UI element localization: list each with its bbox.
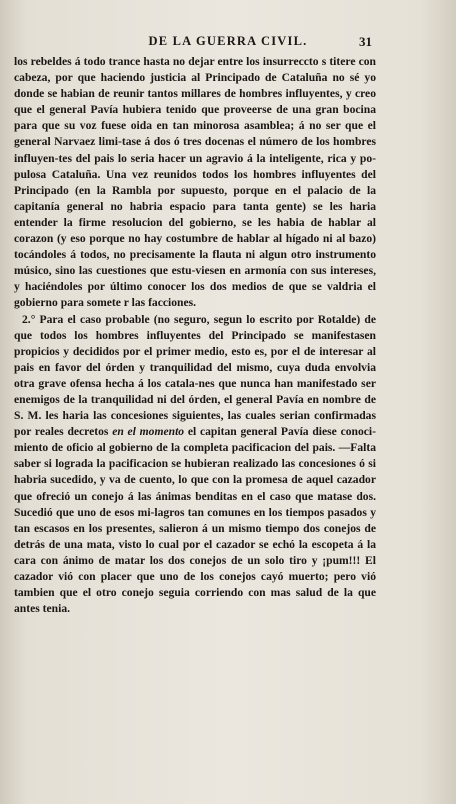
body-text <box>14 54 376 617</box>
paragraph-1: los rebeldes á todo trance hasta no dejar entre los insurreccto s titere con cabeza, por que haciendo justicia al Principado de Cataluña no sé yo donde se habian de reunir tantos millares de hombres influyentes, y creo que el general Pavía hubiera tenido que proveerse de una gran bocina para que su voz fuese oida en tan minorosa asamblea; á no ser que el general Narvaez limi-tase á dos ó tres docenas el número de los hombres influyen-tes del pais lo seria hacer un agravio á la inteligente, rica y po-pulosa Cataluña. Una vez reunidos todos los hombres influyentes del Principado (en la Rambla por supuesto, porque en el palacio de la capitanía general no habria espacio para tanta gente) se les haria entender la firme resolucion del gobierno, se les habia de hablar al corazon (y eso porque no hay costumbre de hablar al hígado ni al bazo) tocándoles á todos, no precisamente la flauta ni algun otro instrumento músico, sino las cuestiones que estu-viesen en armonía con sus intereses, y haciéndoles por último conocer los dos medios de que se valdria el gobierno para somete r las facciones. <box>14 55 376 310</box>
paragraph-2 <box>14 312 376 618</box>
page-header <box>0 34 456 52</box>
running-head: DE LA GUERRA CIVIL. <box>148 34 308 48</box>
page-number: 31 <box>359 34 372 49</box>
paragraph-2-part-b: el capitan general Pavía diese conoci-miento de oficio al gobierno de la completa pacificacion del pais. —Falta saber si lograda la pacificacion se hubieran realizado las concesiones ó si habria sucedido, y va de cuento, lo que con la promesa de aquel cazador que ofreció un conejo á las ánimas benditas en el caso que matase dos. Sucedió que uno de esos mi-lagros tan comunes en los tiempos pasados y tan escasos en los presentes, salieron á un mismo tiempo dos conejos de detrás de una mata, visto lo cual por el cazador se echó la escopeta á la cara con ánimo de matar los dos conejos de un solo tiro y ¡pum!!! El cazador vió con placer que uno de los conejos cayó muerto; pero vió tambien que el otro conejo seguia corriendo con mas salud de la que antes tenia. <box>14 425 376 616</box>
paragraph-2-part-a: 2.° Para el caso probable (no seguro, segun lo escrito por Rotalde) de que todos los hombres influyentes del Principado se manifestasen propicios y decididos por el primer medio, esto es, por el de interesar al pais en favor del órden y tranquilidad del mismo, cuya duda envolvia otra grave ofensa hecha á los catala-nes que nunca han manifestado ser enemigos de la tranquilidad ni del órden, el general Pavía en nombre de S. M. les haria las concesiones siguientes, las cuales serian confirmadas por reales decretos <box>14 312 376 439</box>
paragraph-2-emphasis: en el momento <box>112 425 185 439</box>
